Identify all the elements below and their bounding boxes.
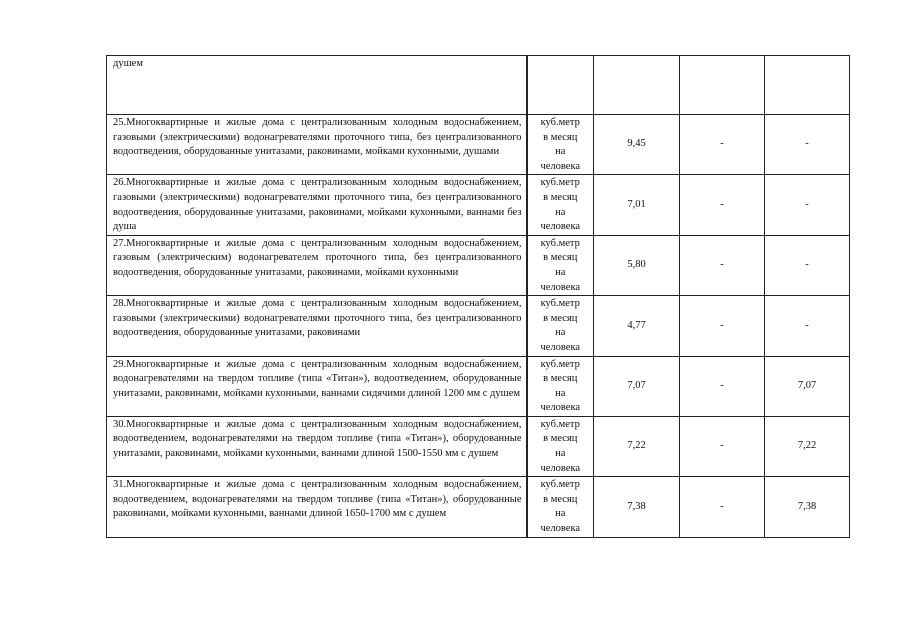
unit-line: человека [540,462,581,474]
unit-cell [527,477,594,537]
col5-value: 7,38 [765,477,850,537]
col5-value: - [765,296,850,356]
water-consumption-norms-table [106,55,850,538]
col4-value: - [680,416,765,476]
unit-line: в месяц [543,373,578,385]
col4-value: - [680,235,765,295]
col4-value: - [680,296,765,356]
unit-line: в месяц [543,493,578,505]
unit-cell-empty [527,56,594,115]
housing-type-description: 29.Многоквартирные и жилые дома с централизованным холодным водоснабжением, водонагревателями на твердом топливе (типа «Титан»), водоотведением, оборудованные унитазами, раковинами, мойками кухонными, ваннами сидячими длиной 1200 мм с душем [107,356,527,416]
unit-line: человека [540,160,581,172]
col5-value: 7,07 [765,356,850,416]
unit-line: человека [540,341,581,353]
unit-line: куб.метр [540,117,580,128]
housing-type-description: 27.Многоквартирные и жилые дома с централизованным холодным водоснабжением, газовым (электрическим) водонагревателем проточного типа, без централизованного водоотведения, оборудованные унитазами, раковинами, мойками кухонными [107,235,527,295]
unit-line: куб.метр [540,479,580,491]
norm-value: 7,38 [594,477,680,537]
table-row [107,175,850,235]
col4-value: - [680,477,765,537]
unit-cell [527,115,594,175]
unit-line: в месяц [543,433,578,445]
unit-line: на [555,266,566,278]
housing-type-description: 25.Многоквартирные и жилые дома с централизованным холодным водоснабжением, газовыми (электрическими) водонагревателями проточного типа, без централизованного водоотведения, оборудованные унитазами, раковинами, мойками кухонными, душами [107,115,527,175]
table-row [107,477,850,537]
norm-value: 4,77 [594,296,680,356]
col4-value: - [680,115,765,175]
table-row [107,235,850,295]
unit-line: на [555,508,566,520]
unit-line: куб.метр [540,298,580,310]
unit-line: на [555,327,566,339]
unit-line: куб.метр [540,418,580,430]
col5-value: - [765,175,850,235]
unit-line: куб.метр [540,358,580,370]
value-cell-empty [594,56,680,115]
continuation-row [107,56,850,115]
unit-line: куб.метр [540,237,580,249]
continuation-text: душем [113,58,143,69]
table-row [107,115,850,175]
col5-value: 7,22 [765,416,850,476]
table-body [107,56,850,538]
unit-line: в месяц [543,191,578,203]
norm-value: 9,45 [594,115,680,175]
unit-line: в месяц [543,252,578,264]
unit-line: куб.метр [540,177,580,189]
housing-type-description: 26.Многоквартирные и жилые дома с централизованным холодным водоснабжением, газовыми (электрическими) водонагревателями проточного типа, без централизованного водоотведения, оборудованные унитазами, раковинами, мойками кухонными, ваннами без душа [107,175,527,235]
table-row [107,356,850,416]
unit-cell [527,416,594,476]
unit-line: на [555,206,566,218]
unit-cell [527,235,594,295]
housing-type-description: 31.Многоквартирные и жилые дома с централизованным холодным водоснабжением, водоотведением, водонагревателями на твердом топливе (типа «Титан»), оборудованные раковинами, мойками кухонными, ваннами длиной 1650-1700 мм с душем [107,477,527,537]
unit-line: на [555,387,566,399]
unit-line: человека [540,221,581,233]
table-row [107,416,850,476]
col4-value: - [680,175,765,235]
unit-line: на [555,146,566,158]
norm-value: 7,07 [594,356,680,416]
unit-cell [527,175,594,235]
col4-value: - [680,356,765,416]
housing-type-description: 28.Многоквартирные и жилые дома с централизованным холодным водоснабжением, газовыми (электрическими) водонагревателями проточного типа, без централизованного водоотведения, оборудованные унитазами, раковинами [107,296,527,356]
col5-value: - [765,115,850,175]
norm-value: 7,22 [594,416,680,476]
unit-line: человека [540,402,581,414]
unit-cell [527,296,594,356]
unit-cell [527,356,594,416]
continuation-cell [107,56,527,115]
unit-line: в месяц [543,312,578,324]
housing-type-description: 30.Многоквартирные и жилые дома с централизованным холодным водоснабжением, водоотведением, водонагревателями на твердом топливе (типа «Титан»), оборудованные унитазами, раковинами, мойками кухонными, ваннами длиной 1500-1550 мм с душем [107,416,527,476]
col4-cell-empty [680,56,765,115]
unit-line: в месяц [543,131,578,143]
col5-value: - [765,235,850,295]
norm-value: 5,80 [594,235,680,295]
unit-line: на [555,448,566,460]
unit-line: человека [540,523,581,535]
unit-line: человека [540,281,581,293]
norm-value: 7,01 [594,175,680,235]
table-row [107,296,850,356]
col5-cell-empty [765,56,850,115]
